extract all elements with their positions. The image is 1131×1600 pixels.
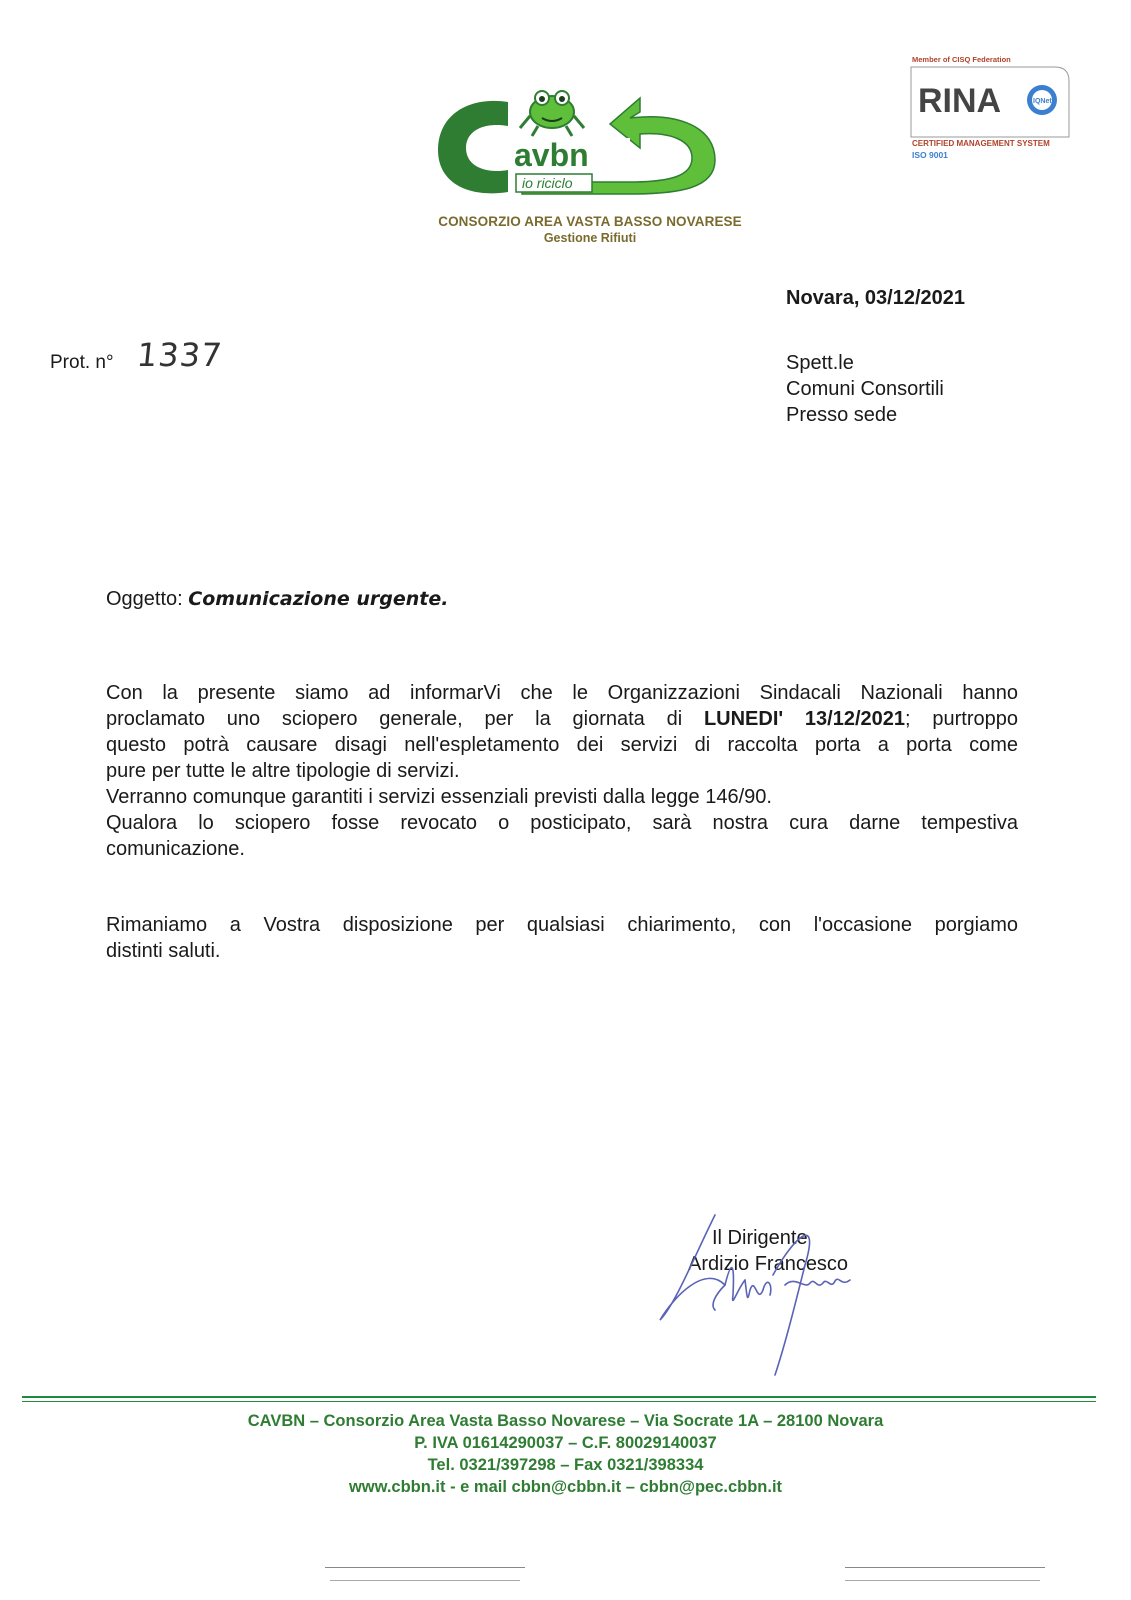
scan-artifact <box>845 1567 1045 1568</box>
rina-member-text: Member of CISQ Federation <box>912 55 1011 64</box>
body-line: comunicazione. <box>106 838 245 860</box>
signature-name: Ardizio Francesco <box>688 1253 849 1275</box>
footer-tax-ids: P. IVA 01614290037 – C.F. 80029140037 <box>414 1434 717 1452</box>
strike-date: LUNEDI' 13/12/2021 <box>703 708 906 730</box>
org-name: CONSORZIO AREA VASTA BASSO NOVARESE <box>438 214 742 229</box>
svg-text:avbn: avbn <box>514 137 589 173</box>
signature-role: Il Dirigente <box>712 1227 808 1249</box>
body-line: questo potrà causare disagi nell'espletamento dei servizi di raccolta porta a porta come <box>106 734 1018 756</box>
recipient-line: Spett.le <box>786 352 854 374</box>
body-line: Qualora lo sciopero fosse revocato o posticipato, sarà nostra cura darne tempestiva <box>106 812 1018 834</box>
recipient-line: Comuni Consortili <box>786 378 944 400</box>
rina-logo-text: RINA <box>918 82 1002 120</box>
footer-divider <box>22 1396 1096 1398</box>
rina-iso-text: ISO 9001 <box>912 150 948 160</box>
protocol-number: 1337 <box>135 336 225 374</box>
subject-line <box>106 588 448 611</box>
scan-artifact <box>845 1580 1040 1581</box>
footer-divider <box>22 1401 1096 1402</box>
letter-date: Novara, 03/12/2021 <box>786 287 966 309</box>
scan-artifact <box>325 1567 525 1568</box>
frog-icon <box>520 91 584 136</box>
footer-web-email: www.cbbn.it - e mail cbbn@cbbn.it – cbbn@pec.cbbn.it <box>348 1478 783 1496</box>
rina-cert-text: CERTIFIED MANAGEMENT SYSTEM <box>912 139 1050 148</box>
scan-artifact <box>330 1580 520 1581</box>
recipient-line: Presso sede <box>786 404 898 426</box>
body-line: Verranno comunque garantiti i servizi essenziali previsti dalla legge 146/90. <box>106 786 772 808</box>
subject-title: Comunicazione urgente. <box>188 588 449 610</box>
iqnet-text: IQNet <box>1033 98 1052 105</box>
footer-phone: Tel. 0321/397298 – Fax 0321/398334 <box>427 1456 704 1474</box>
org-subtitle: Gestione Rifiuti <box>543 231 637 245</box>
handwritten-signature <box>655 1195 895 1395</box>
footer-address: CAVBN – Consorzio Area Vasta Basso Novarese – Via Socrate 1A – 28100 Novara <box>247 1412 884 1430</box>
body-line: proclamato uno sciopero generale, per la giornata di LUNEDI' 13/12/2021; purtroppo <box>106 708 1018 730</box>
body-line: pure per tutte le altre tipologie di servizi. <box>106 760 460 782</box>
rina-certification-logo <box>910 66 1070 138</box>
logo-tagline: io riciclo <box>522 175 573 191</box>
subject-label: Oggetto: <box>106 588 183 610</box>
body-line: Rimaniamo a Vostra disposizione per qualsiasi chiarimento, con l'occasione porgiamo <box>106 914 1018 936</box>
protocol-label: Prot. n° <box>50 352 114 373</box>
body-line: distinti saluti. <box>106 940 221 962</box>
body-line: Con la presente siamo ad informarVi che le Organizzazioni Sindacali Nazionali hanno <box>106 682 1018 704</box>
